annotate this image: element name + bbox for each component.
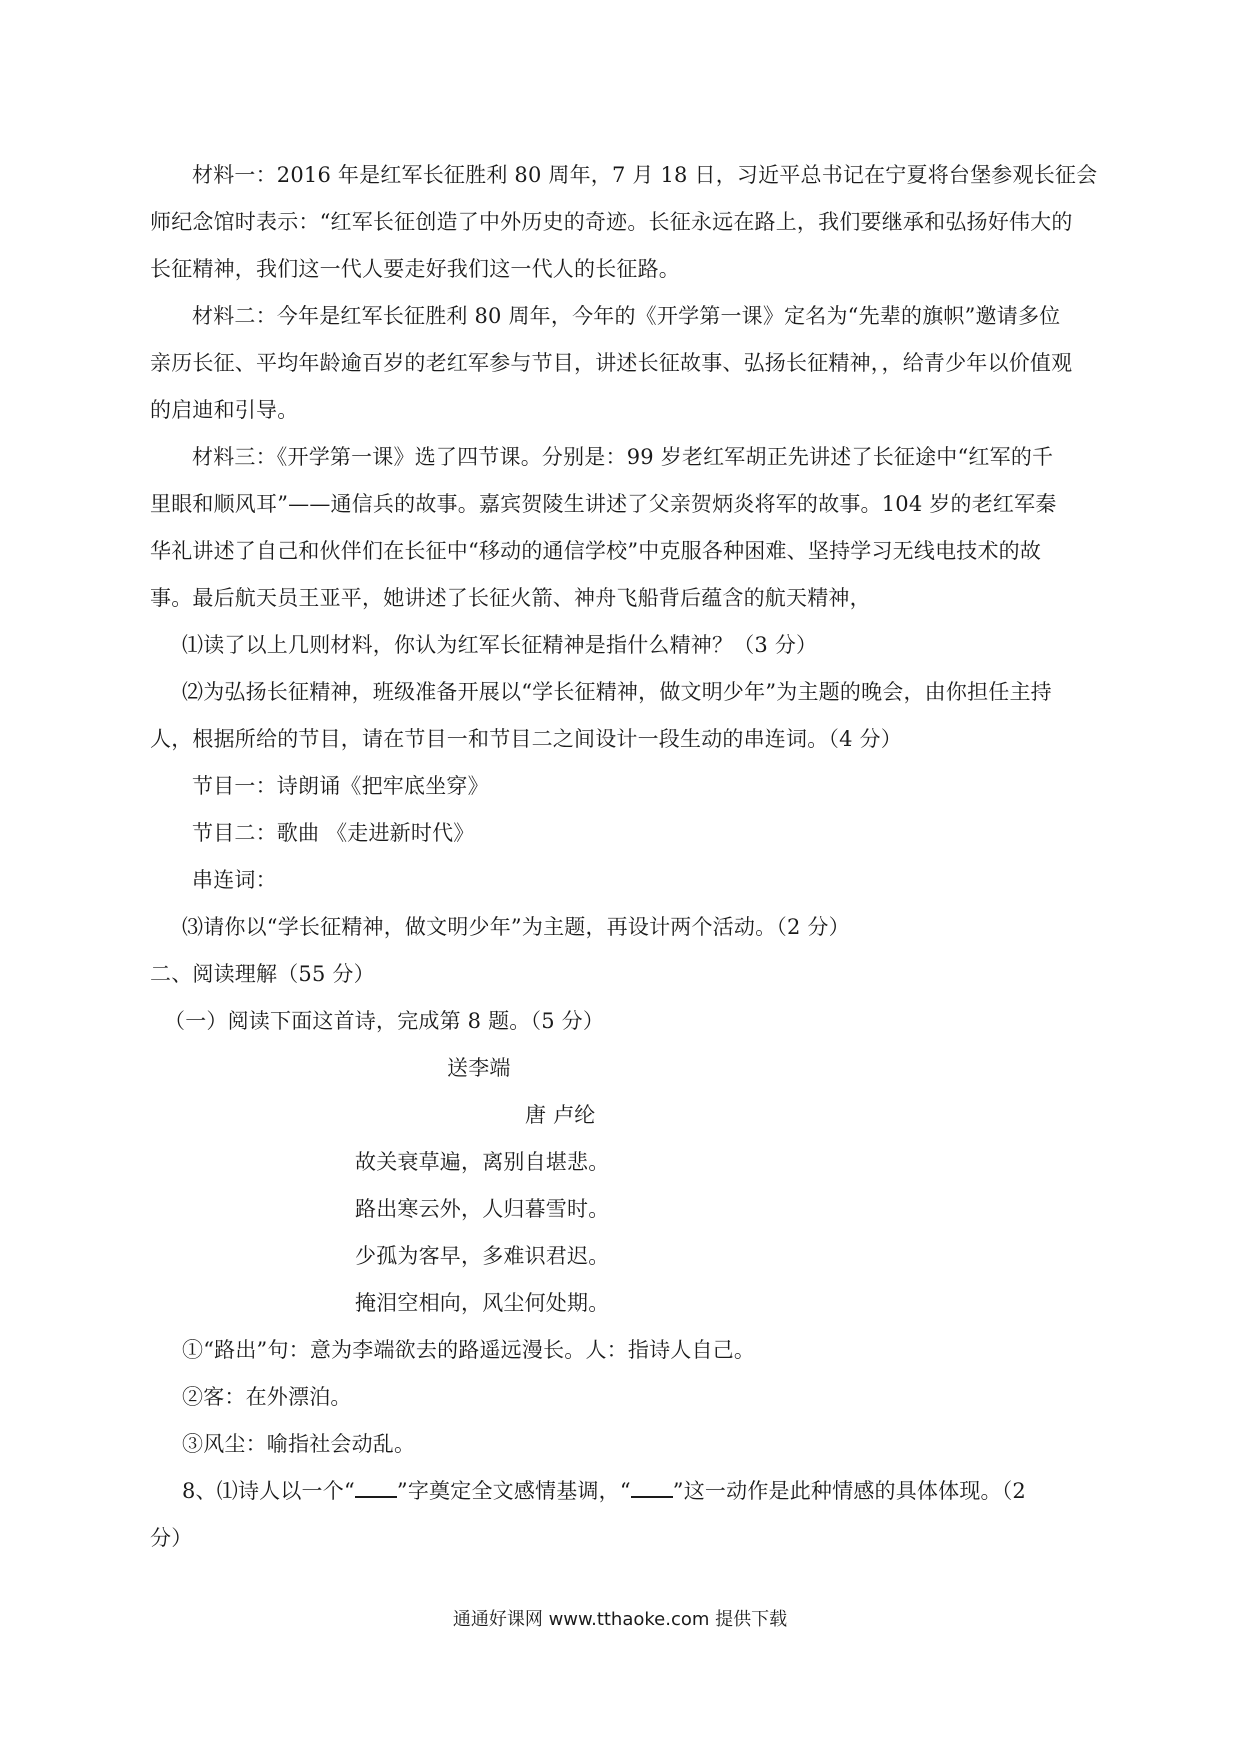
question-8-line-2: 分） <box>150 1526 193 1550</box>
material-three-line-4: 事。最后航天员王亚平，她讲述了长征火箭、神舟飞船背后蕴含的航天精神， <box>150 586 871 610</box>
question-2-line-1: ⑵为弘扬长征精神，班级准备开展以“学长征精神，做文明少年”为主题的晚会，由你担任主持 <box>182 680 1052 704</box>
material-three-line-3: 华礼讲述了自己和伙伴们在长征中“移动的通信学校”中克服各种困难、坚持学习无线电技术的故 <box>150 539 1042 563</box>
material-three-line-1: 材料三：《开学第一课》选了四节课。分别是：99 岁老红军胡正先讲述了长征途中“红军的千 <box>192 445 1054 469</box>
section-two-heading: 二、阅读理解（55 分） <box>150 962 375 986</box>
poem-line-4: 掩泪空相向，风尘何处期。 <box>355 1291 610 1315</box>
page-footer: 通通好课网 www.tthaoke.com 提供下载 <box>452 1609 788 1630</box>
material-one-line-3: 长征精神，我们这一代人要走好我们这一代人的长征路。 <box>150 257 680 281</box>
question-8-part-b: ”字奠定全文感情基调，“ <box>396 1479 631 1503</box>
question-8-line-1 <box>150 1468 1100 1515</box>
linking-words-label: 串连词： <box>192 868 277 892</box>
poem-title: 送李端 <box>447 1056 511 1080</box>
material-one-line-1: 材料一：2016 年是红军长征胜利 80 周年，7 月 18 日，习近平总书记在宁夏将台堡参观长征会 <box>192 163 1098 187</box>
section-two-sub-heading: （一）阅读下面这首诗，完成第 8 题。（5 分） <box>164 1009 605 1033</box>
poem-line-3: 少孤为客早，多难识君迟。 <box>355 1244 610 1268</box>
material-two-line-3: 的启迪和引导。 <box>150 398 299 422</box>
poem-line-2: 路出寒云外，人归暮雪时。 <box>355 1197 610 1221</box>
poem-author: 唐 卢纶 <box>525 1103 596 1127</box>
note-3: ③风尘：喻指社会动乱。 <box>182 1432 416 1456</box>
question-3: ⑶请你以“学长征精神，做文明少年”为主题，再设计两个活动。（2 分） <box>182 915 850 939</box>
program-two: 节目二：歌曲 《走进新时代》 <box>192 821 475 845</box>
poem-line-1: 故关衰草遍，离别自堪悲。 <box>355 1150 610 1174</box>
question-8-part-c: ”这一动作是此种情感的具体体现。（2 <box>672 1479 1026 1503</box>
note-2: ②客：在外漂泊。 <box>182 1385 352 1409</box>
material-two-line-2: 亲历长征、平均年龄逾百岁的老红军参与节目，讲述长征故事、弘扬长征精神，，给青少年以价值观 <box>150 351 1073 375</box>
program-one: 节目一：诗朗诵《把牢底坐穿》 <box>192 774 489 798</box>
answer-blank-1[interactable] <box>355 1474 397 1498</box>
note-1: ①“路出”句：意为李端欲去的路遥远漫长。人：指诗人自己。 <box>182 1338 756 1362</box>
question-2-line-2: 人，根据所给的节目，请在节目一和节目二之间设计一段生动的串连词。（4 分） <box>150 727 902 751</box>
answer-blank-2[interactable] <box>631 1474 673 1498</box>
page-content <box>150 152 1100 1562</box>
question-8-part-a: 8、⑴诗人以一个“ <box>182 1479 355 1503</box>
question-1: ⑴读了以上几则材料，你认为红军长征精神是指什么精神？（3 分） <box>182 633 818 657</box>
material-one-line-2: 师纪念馆时表示：“红军长征创造了中外历史的奇迹。长征永远在路上，我们要继承和弘扬好伟大的 <box>150 210 1073 234</box>
material-three-line-2: 里眼和顺风耳”——通信兵的故事。嘉宾贺陵生讲述了父亲贺炳炎将军的故事。104 岁的老红军秦 <box>150 492 1057 516</box>
material-two-line-1: 材料二：今年是红军长征胜利 80 周年，今年的《开学第一课》定名为“先辈的旗帜”邀请多位 <box>192 304 1061 328</box>
